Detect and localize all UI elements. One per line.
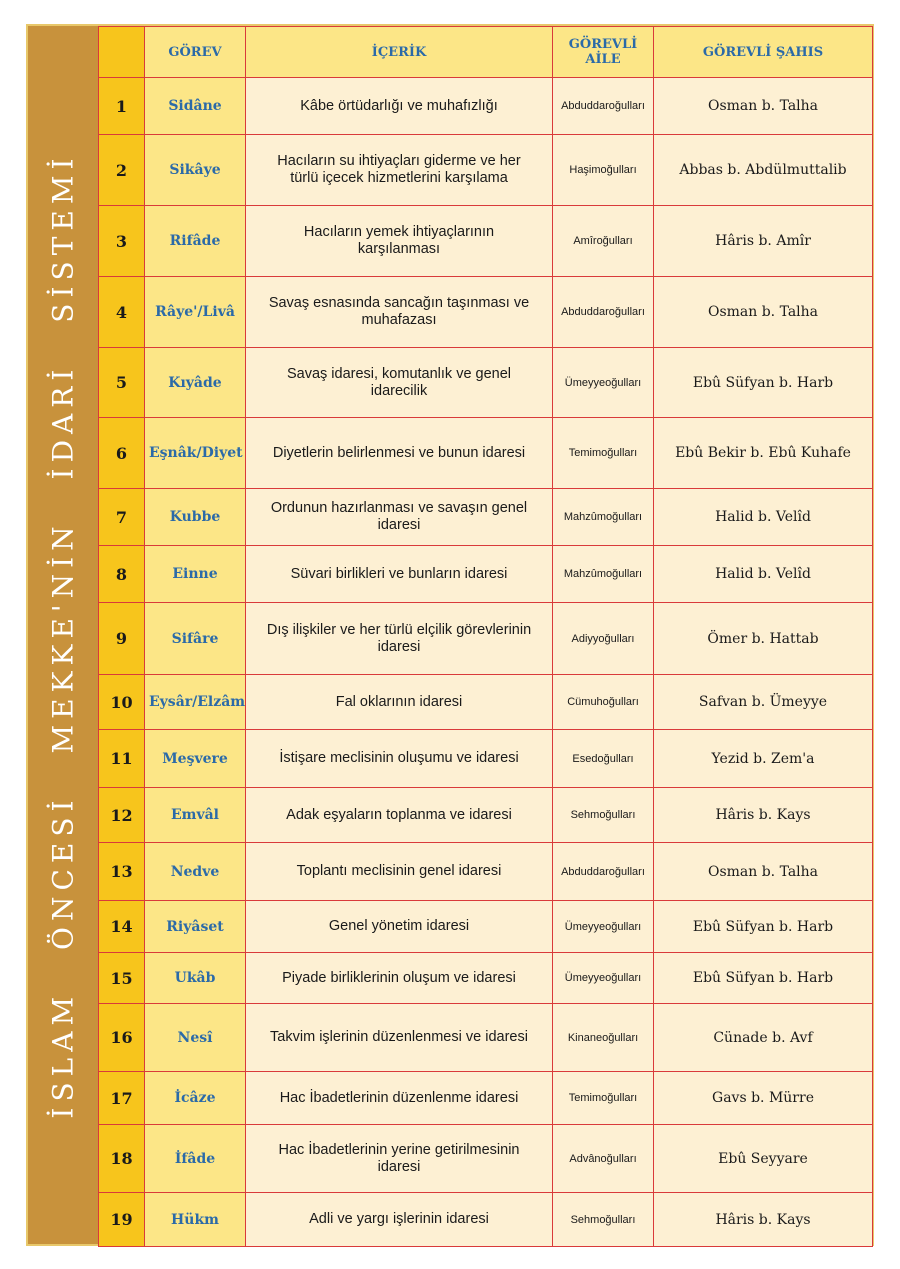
responsible-family: Adiyyoğulları [553,603,654,675]
table-row [99,277,873,348]
task-name: Hükm [145,1193,246,1247]
table-row [99,418,873,489]
side-title-band [28,26,98,1244]
row-number: 5 [99,348,145,418]
task-content: Süvari birlikleri ve bunların idaresi [246,546,553,603]
responsible-person: Ebû Seyyare [654,1125,873,1193]
row-number: 14 [99,901,145,953]
side-title: İSLAM ÖNCESİ MEKKE'NİN İDARİ SİSTEMİ [46,151,80,1119]
responsible-person: Safvan b. Ümeyye [654,675,873,730]
table-row [99,78,873,135]
task-name: Eşnâk/Diyet [145,418,246,489]
task-content: Fal oklarının idaresi [246,675,553,730]
task-name: İcâze [145,1072,246,1125]
responsible-family: Esedoğulları [553,730,654,788]
task-name: Kubbe [145,489,246,546]
task-content: Piyade birliklerinin oluşum ve idaresi [246,953,553,1004]
header-person: GÖREVLİ ŞAHIS [654,27,873,78]
responsible-person: Ebû Süfyan b. Harb [654,348,873,418]
table-row [99,788,873,843]
responsible-person: Cünade b. Avf [654,1004,873,1072]
responsible-family: Sehmoğulları [553,788,654,843]
task-content: Savaş esnasında sancağın taşınması ve muhafazası [246,277,553,348]
task-content: Dış ilişkiler ve her türlü elçilik görevlerinin idaresi [246,603,553,675]
task-name: Sidâne [145,78,246,135]
task-content: Genel yönetim idaresi [246,901,553,953]
responsible-family: Kinaneoğulları [553,1004,654,1072]
table-row [99,901,873,953]
table-row [99,206,873,277]
responsible-person: Abbas b. Abdülmuttalib [654,135,873,206]
responsible-family: Amîroğulları [553,206,654,277]
task-content: Adli ve yargı işlerinin idaresi [246,1193,553,1247]
row-number: 8 [99,546,145,603]
responsible-person: Ebû Bekir b. Ebû Kuhafe [654,418,873,489]
task-name: Ukâb [145,953,246,1004]
row-number: 15 [99,953,145,1004]
task-name: Meşvere [145,730,246,788]
responsible-family: Abduddaroğulları [553,78,654,135]
task-content: Hacıların su ihtiyaçları giderme ve her türlü içecek hizmetlerini karşılama [246,135,553,206]
table-row [99,1072,873,1125]
responsible-family: Ümeyyeoğulları [553,953,654,1004]
task-name: Sifâre [145,603,246,675]
row-number: 13 [99,843,145,901]
row-number: 3 [99,206,145,277]
header-content: İÇERİK [246,27,553,78]
responsible-person: Ömer b. Hattab [654,603,873,675]
responsible-family: Sehmoğulları [553,1193,654,1247]
responsible-family: Ümeyyeoğulları [553,348,654,418]
task-content: İstişare meclisinin oluşumu ve idaresi [246,730,553,788]
table-row [99,843,873,901]
task-name: Nesî [145,1004,246,1072]
responsible-family: Abduddaroğulları [553,277,654,348]
task-content: Savaş idaresi, komutanlık ve genel idarecilik [246,348,553,418]
task-content: Diyetlerin belirlenmesi ve bunun idaresi [246,418,553,489]
task-name: Sikâye [145,135,246,206]
task-content: Hac İbadetlerinin düzenlenme idaresi [246,1072,553,1125]
task-name: Nedve [145,843,246,901]
row-number: 7 [99,489,145,546]
table-row [99,1125,873,1193]
row-number: 17 [99,1072,145,1125]
task-content: Hacıların yemek ihtiyaçlarının karşılanması [246,206,553,277]
table-row [99,546,873,603]
responsible-person: Gavs b. Mürre [654,1072,873,1125]
table-body [99,78,873,1247]
responsible-person: Hâris b. Amîr [654,206,873,277]
task-name: Rifâde [145,206,246,277]
task-content: Toplantı meclisinin genel idaresi [246,843,553,901]
row-number: 2 [99,135,145,206]
responsible-person: Hâris b. Kays [654,1193,873,1247]
task-content: Kâbe örtüdarlığı ve muhafızlığı [246,78,553,135]
responsible-family: Mahzûmoğulları [553,546,654,603]
row-number: 9 [99,603,145,675]
task-name: Emvâl [145,788,246,843]
responsible-family: Advânoğulları [553,1125,654,1193]
table-row [99,603,873,675]
responsible-family: Mahzûmoğulları [553,489,654,546]
header-task: GÖREV [145,27,246,78]
table-row [99,348,873,418]
responsible-person: Yezid b. Zem'a [654,730,873,788]
row-number: 16 [99,1004,145,1072]
responsible-person: Osman b. Talha [654,78,873,135]
task-name: İfâde [145,1125,246,1193]
row-number: 19 [99,1193,145,1247]
table-row [99,1193,873,1247]
row-number: 4 [99,277,145,348]
header-number [99,27,145,78]
table-row [99,953,873,1004]
row-number: 12 [99,788,145,843]
task-content: Ordunun hazırlanması ve savaşın genel idaresi [246,489,553,546]
row-number: 1 [99,78,145,135]
responsible-family: Haşimoğulları [553,135,654,206]
task-name: Einne [145,546,246,603]
task-content: Takvim işlerinin düzenlenmesi ve idaresi [246,1004,553,1072]
header-family: GÖREVLİ AİLE [553,27,654,78]
responsible-person: Ebû Süfyan b. Harb [654,953,873,1004]
task-name: Râye'/Livâ [145,277,246,348]
responsible-family: Ümeyyeoğulları [553,901,654,953]
row-number: 18 [99,1125,145,1193]
responsible-family: Abduddaroğulları [553,843,654,901]
row-number: 10 [99,675,145,730]
task-name: Riyâset [145,901,246,953]
responsible-person: Osman b. Talha [654,843,873,901]
responsible-family: Temimoğulları [553,1072,654,1125]
table-row [99,730,873,788]
row-number: 6 [99,418,145,489]
responsible-family: Cümuhoğulları [553,675,654,730]
task-content: Hac İbadetlerinin yerine getirilmesinin idaresi [246,1125,553,1193]
responsible-person: Hâris b. Kays [654,788,873,843]
table-row [99,135,873,206]
task-content: Adak eşyaların toplanma ve idaresi [246,788,553,843]
table-row [99,489,873,546]
row-number: 11 [99,730,145,788]
administration-table [98,26,873,1247]
task-name: Kıyâde [145,348,246,418]
table-row [99,1004,873,1072]
table-row [99,675,873,730]
header-row [99,27,873,78]
task-name: Eysâr/Elzâm [145,675,246,730]
responsible-person: Halid b. Velîd [654,489,873,546]
responsible-person: Halid b. Velîd [654,546,873,603]
responsible-family: Temimoğulları [553,418,654,489]
responsible-person: Ebû Süfyan b. Harb [654,901,873,953]
responsible-person: Osman b. Talha [654,277,873,348]
